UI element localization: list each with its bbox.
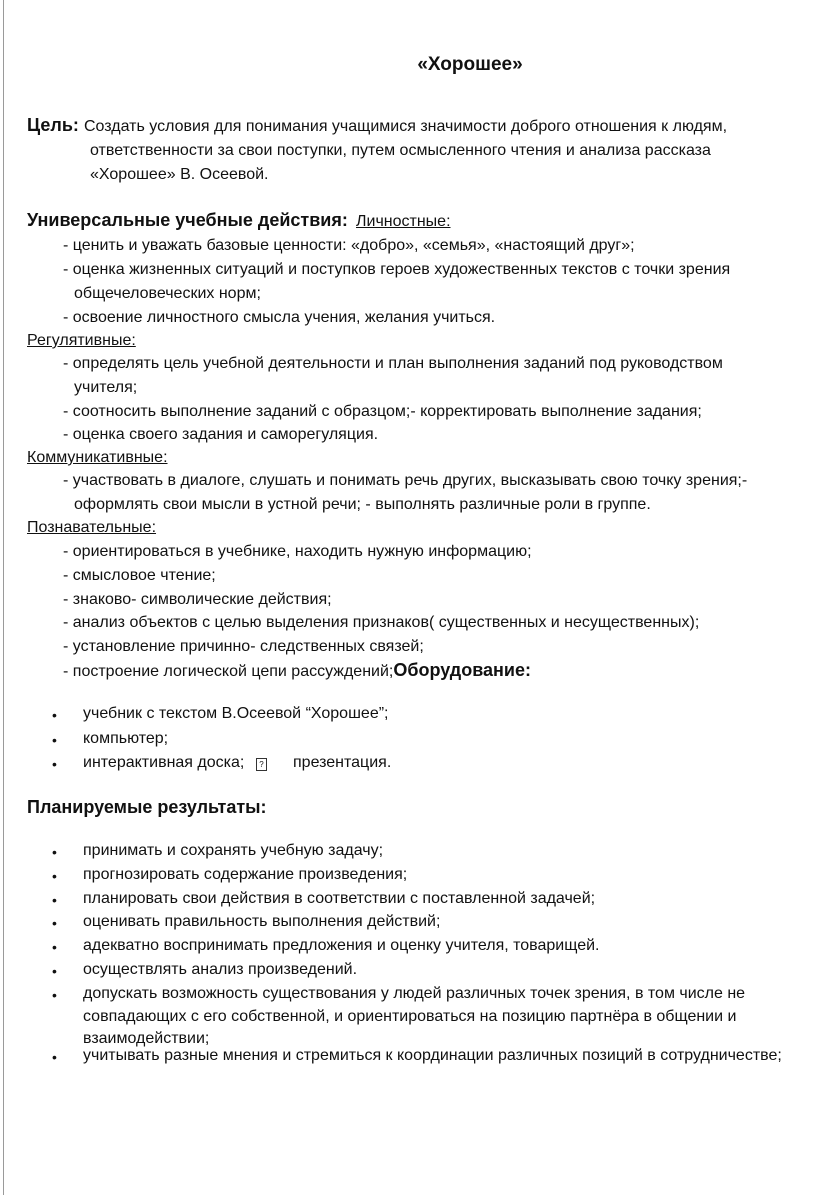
uud-line-with-heading xyxy=(63,660,531,681)
uud-line: общечеловеческих норм; xyxy=(74,285,261,302)
result-item: учитывать разные мнения и стремиться к координации различных позиций в сотрудничестве; xyxy=(83,1047,782,1064)
uud-line: - установление причинно- следственных связей; xyxy=(63,638,424,655)
uud-line: - оценка своего задания и саморегуляция. xyxy=(63,426,379,443)
uud-line: - участвовать в диалоге, слушать и понимать речь других, высказывать свою точку зрения;- xyxy=(63,472,748,489)
uud-line: - ценить и уважать базовые ценности: «добро», «семья», «настоящий друг»; xyxy=(63,237,635,254)
uud-line: - соотносить выполнение заданий с образцом;- корректировать выполнение задания; xyxy=(63,403,702,420)
result-item: допускать возможность существования у людей различных точек зрения, в том числе не xyxy=(83,985,746,1002)
equipment-item: компьютер; xyxy=(83,730,169,747)
equipment-item: учебник с текстом В.Осеевой “Хорошее”; xyxy=(83,705,389,722)
goal-line: ответственности за свои поступки, путем осмысленного чтения и анализа рассказа xyxy=(90,142,711,159)
result-item: принимать и сохранять учебную задачу; xyxy=(83,842,384,859)
communicative-label: Коммуникативные: xyxy=(27,449,168,466)
uud-line: - освоение личностного смысла учения, желания учиться. xyxy=(63,309,496,326)
uud-line: - определять цель учебной деятельности и план выполнения заданий под руководством xyxy=(63,355,723,372)
equipment-item: интерактивная доска; xyxy=(83,754,245,771)
result-item: оценивать правильность выполнения действий; xyxy=(83,913,441,930)
uud-line: - смысловое чтение; xyxy=(63,567,216,584)
bullet: • xyxy=(52,987,57,1003)
bullet: • xyxy=(52,939,57,955)
document-title: «Хорошее» xyxy=(417,54,523,75)
regulative-label: Регулятивные: xyxy=(27,332,136,349)
equipment-item: презентация. xyxy=(293,754,392,771)
result-item: осуществлять анализ произведений. xyxy=(83,961,358,978)
equipment-heading: Оборудование: xyxy=(393,660,531,680)
bullet: • xyxy=(52,892,57,908)
uud-line: - знаково- символические действия; xyxy=(63,591,332,608)
goal-line: Создать условия для понимания учащимися значимости доброго отношения к людям, xyxy=(84,118,728,135)
result-item: адекватно воспринимать предложения и оценку учителя, товарищей. xyxy=(83,937,600,954)
uud-line: учителя; xyxy=(74,379,138,396)
cognitive-label: Познавательные: xyxy=(27,519,157,536)
uud-line: - ориентироваться в учебнике, находить нужную информацию; xyxy=(63,543,532,560)
uud-line: - построение логической цепи рассуждений; xyxy=(63,663,394,680)
missing-glyph-box: ? xyxy=(256,755,267,773)
results-heading: Планируемые результаты: xyxy=(27,797,267,817)
goal-line: «Хорошее» В. Осеевой. xyxy=(90,166,269,183)
bullet: • xyxy=(52,756,57,772)
result-item: планировать свои действия в соответствии с поставленной задачей; xyxy=(83,890,596,907)
bullet: • xyxy=(52,707,57,723)
bullet: • xyxy=(52,1049,57,1065)
result-item: прогнозировать содержание произведения; xyxy=(83,866,408,883)
result-item-continuation: совпадающих с его собственной, и ориентироваться на позицию партнёра в общении и xyxy=(83,1008,737,1025)
personal-label: Личностные: xyxy=(356,213,451,230)
uud-line: - анализ объектов с целью выделения признаков( существенных и несущественных); xyxy=(63,614,700,631)
bullet: • xyxy=(52,732,57,748)
goal-label: Цель: xyxy=(27,115,79,135)
bullet: • xyxy=(52,868,57,884)
bullet: • xyxy=(52,915,57,931)
uud-line: оформлять свои мысли в устной речи; - выполнять различные роли в группе. xyxy=(74,496,651,513)
result-item-continuation: взаимодействии; xyxy=(83,1030,210,1047)
uud-line: - оценка жизненных ситуаций и поступков героев художественных текстов с точки зрения xyxy=(63,261,731,278)
bullet: • xyxy=(52,844,57,860)
bullet: • xyxy=(52,963,57,979)
uud-heading: Универсальные учебные действия: xyxy=(27,210,348,230)
page-left-edge xyxy=(3,0,4,1195)
